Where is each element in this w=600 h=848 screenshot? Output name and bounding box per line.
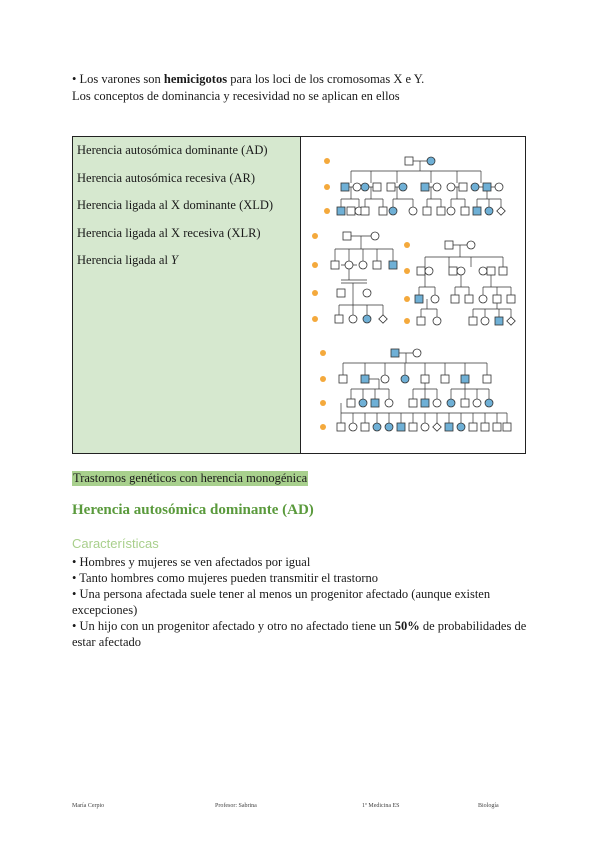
bullet-item: • Un hijo con un progenitor afectado y otro no afectado tiene un 50% de probabilidades de estar afectado — [72, 619, 527, 649]
highlighted-topic: Trastornos genéticos con herencia monogénica — [73, 471, 308, 485]
bullet-item: • Tanto hombres como mujeres pueden transmitir el trastorno — [72, 571, 378, 585]
intro-text — [72, 71, 532, 105]
footer-author: María Cerpio — [72, 803, 105, 809]
inheritance-table — [72, 136, 526, 454]
item-y: Herencia ligada al Y — [77, 253, 178, 267]
characteristics-list — [72, 554, 532, 650]
hemicigotos-term: hemicigotos — [163, 72, 228, 86]
section-heading: Herencia autosómica dominante (AD) — [72, 502, 314, 518]
footer-professor: Profesor: Sabrina — [215, 803, 257, 809]
item-xlr: Herencia ligada al X recesiva (XLR) — [77, 225, 261, 240]
footer-course: 1º Medicina ES — [362, 803, 400, 809]
inheritance-list — [73, 137, 301, 453]
bullet-item: • Una persona afectada suele tener al menos un progenitor afectado (aunque existen excepciones) — [72, 587, 491, 617]
pedigree-diagrams — [301, 137, 526, 453]
footer-subject: Biología — [478, 803, 499, 809]
item-xld: Herencia ligada al X dominante (XLD) — [77, 198, 274, 212]
intro-line-1: • Los varones son hemicigotos para los loci de los cromosomas X e Y. — [72, 72, 425, 86]
intro-line-2: Los conceptos de dominancia y recesividad no se aplican en ellos — [72, 89, 400, 103]
bullet-item: • Hombres y mujeres se ven afectados por igual — [72, 555, 311, 569]
item-ar: Herencia autosómica recesiva (AR) — [77, 170, 256, 185]
item-ad: Herencia autosómica dominante (AD) — [77, 143, 268, 157]
section-subheading: Características — [72, 536, 159, 551]
pedigree-figure — [301, 137, 525, 453]
